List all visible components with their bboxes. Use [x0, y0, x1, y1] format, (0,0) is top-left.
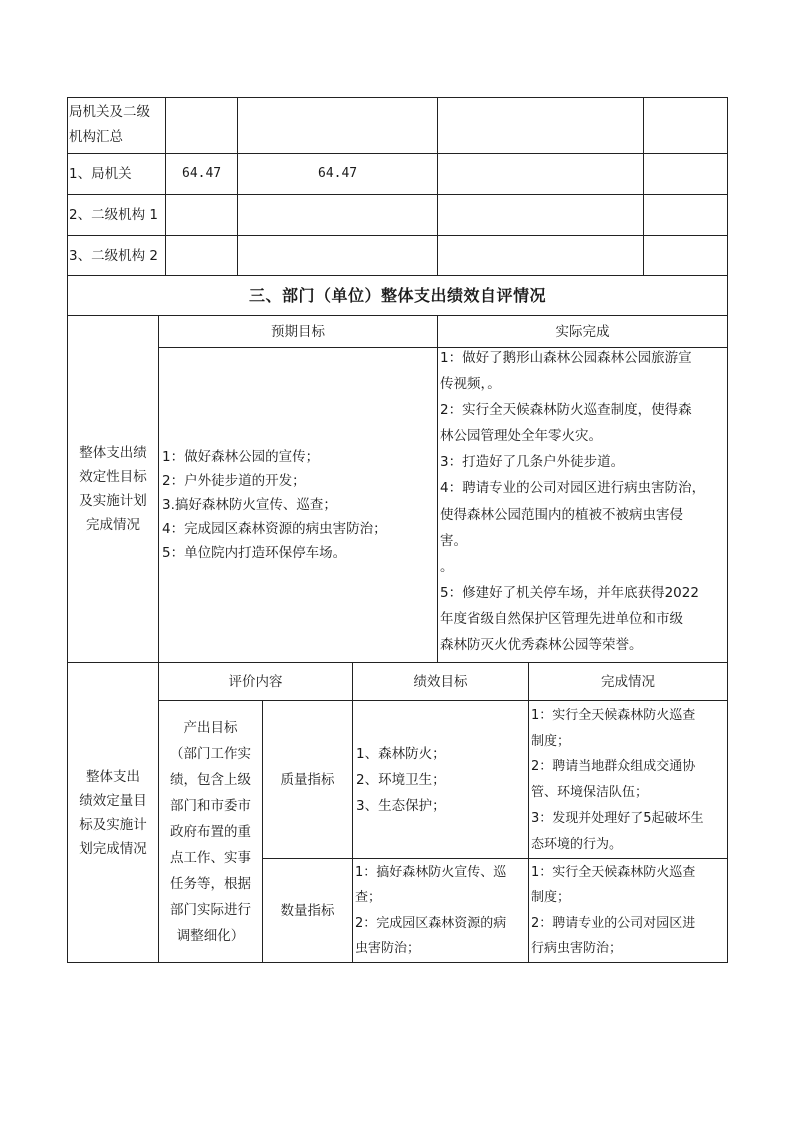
- label-line: 2、二级机构 1: [69, 207, 158, 223]
- header-text: 预期目标: [271, 323, 325, 340]
- label-line: 部门实际进行: [170, 901, 251, 918]
- actual-line: 3：打造好了几条户外徒步道。: [440, 454, 625, 471]
- bureau-value-1: [182, 154, 236, 194]
- label-line: 绩，包含上级: [170, 771, 251, 788]
- status-line: 1：实行全天候森林防火巡查: [531, 708, 696, 723]
- col-header-status: [529, 663, 727, 700]
- label-line: 调整细化）: [176, 927, 245, 944]
- label-line: 效定性目标: [79, 469, 147, 485]
- label-line: 完成情况: [86, 517, 140, 533]
- actual-line: 森林防灭火优秀森林公园等荣誉。: [440, 637, 643, 654]
- quality-indicator: [263, 701, 352, 858]
- row-divider: [67, 235, 728, 236]
- label-line: 整体支出: [86, 768, 140, 785]
- label-line: 部门和市委市: [170, 797, 251, 814]
- col-divider: [437, 97, 438, 275]
- value-text: 64.47: [318, 166, 358, 181]
- label-line: 1、局机关: [69, 166, 132, 182]
- col-divider: [437, 315, 438, 662]
- row-label-bureau: [69, 154, 165, 194]
- row-label-summary: [69, 100, 165, 152]
- quantity-indicator: [263, 859, 352, 962]
- goal-line: 1：做好森林公园的宣传；: [162, 449, 320, 465]
- actual-line: 年度省级自然保护区管理先进单位和市级: [440, 610, 683, 627]
- col-header-target: [353, 663, 528, 700]
- label-line: 3、二级机构 2: [69, 247, 158, 264]
- indicator-text: 质量指标: [280, 771, 335, 788]
- section-title-text: 三、部门（单位）整体支出绩效自评情况: [248, 285, 546, 305]
- status-line: 态环境的行为。: [531, 836, 623, 852]
- row-label-sub1: [69, 195, 165, 235]
- actual-line: 传视频，。: [440, 376, 501, 393]
- actual-line: 4：聘请专业的公司对园区进行病虫害防治，: [440, 480, 706, 497]
- section-title: [68, 276, 727, 315]
- row-label-sub2: [69, 236, 165, 275]
- actual-line: 2：实行全天候森林防火巡查制度，使得森: [440, 402, 692, 419]
- goal-line: 3.搞好森林防火宣传、巡查；: [162, 497, 337, 513]
- status-line: 2：聘请当地群众组成交通协: [531, 759, 696, 775]
- col-header-actual: [438, 316, 727, 347]
- output-target-label: [159, 701, 262, 962]
- header-text: 完成情况: [601, 673, 655, 690]
- indicator-text: 数量指标: [280, 902, 335, 919]
- label-line: 政府布置的重: [170, 823, 251, 840]
- goal-line: 2：户外徒步道的开发；: [162, 473, 306, 489]
- col-header-expected: [159, 316, 437, 347]
- actual-completion: [440, 345, 726, 661]
- status-line: 2：聘请专业的公司对园区进: [531, 915, 696, 931]
- row-divider: [67, 194, 728, 195]
- value-text: 64.47: [182, 166, 222, 181]
- quantity-targets: [355, 860, 527, 962]
- target-line: 虫害防治；: [355, 940, 421, 956]
- table-border-top: [67, 97, 728, 98]
- col-divider: [352, 662, 353, 963]
- col-divider: [165, 97, 166, 275]
- target-line: 3、生态保护；: [356, 797, 446, 814]
- quality-status: [531, 703, 726, 858]
- header-text: 评价内容: [228, 673, 283, 690]
- label-line: 机构汇总: [69, 129, 123, 145]
- col-header-eval: [159, 663, 352, 700]
- label-line: 点工作、实事: [170, 849, 251, 866]
- table-border-right: [727, 97, 728, 963]
- table-border-bottom: [67, 962, 728, 963]
- header-text: 实际完成: [555, 323, 610, 340]
- header-text: 绩效目标: [413, 673, 468, 690]
- qual-row-label: [68, 316, 158, 662]
- label-line: 划完成情况: [79, 840, 147, 857]
- col-divider: [643, 97, 644, 275]
- label-line: （部门工作实: [170, 745, 251, 762]
- label-line: 任务等，根据: [170, 875, 251, 892]
- status-line: 3：发现并处理好了5起破坏生: [531, 810, 704, 826]
- target-line: 1：搞好森林防火宣传、巡: [355, 865, 507, 880]
- col-divider: [237, 97, 238, 275]
- expected-goals: [162, 348, 436, 662]
- goal-line: 5：单位院内打造环保停车场。: [162, 545, 347, 561]
- target-line: 2、环境卫生；: [356, 771, 446, 788]
- actual-line: 。: [440, 558, 454, 575]
- status-line: 制度；: [531, 890, 571, 906]
- label-line: 标及实施计: [79, 816, 147, 833]
- quant-row-label: [68, 663, 158, 962]
- actual-line: 害。: [440, 532, 467, 549]
- bureau-value-2: [318, 154, 428, 194]
- target-line: 2：完成园区森林资源的病: [355, 915, 507, 931]
- status-line: 管、环境保洁队伍；: [531, 785, 649, 801]
- label-line: 局机关及二级: [69, 104, 150, 120]
- actual-line: 林公园管理处全年零火灾。: [440, 428, 602, 445]
- target-line: 查；: [355, 890, 382, 906]
- target-line: 1、森林防火；: [356, 745, 446, 762]
- actual-line: 1：做好了鹅形山森林公园森林公园旅游宣: [440, 350, 692, 366]
- quantity-status: [531, 860, 726, 962]
- label-line: 绩效定量目: [79, 792, 147, 809]
- status-line: 行病虫害防治；: [531, 940, 623, 956]
- quality-targets: [356, 701, 527, 858]
- status-line: 1：实行全天候森林防火巡查: [531, 865, 696, 880]
- goal-line: 4：完成园区森林资源的病虫害防治；: [162, 521, 387, 537]
- label-line: 产出目标: [183, 719, 238, 736]
- label-line: 整体支出绩: [79, 445, 147, 461]
- status-line: 制度；: [531, 733, 571, 749]
- col-divider: [528, 662, 529, 963]
- actual-line: 5：修建好了机关停车场，并年底获得2022: [440, 584, 699, 601]
- label-line: 及实施计划: [79, 493, 147, 509]
- actual-line: 使得森林公园范围内的植被不被病虫害侵: [440, 506, 683, 523]
